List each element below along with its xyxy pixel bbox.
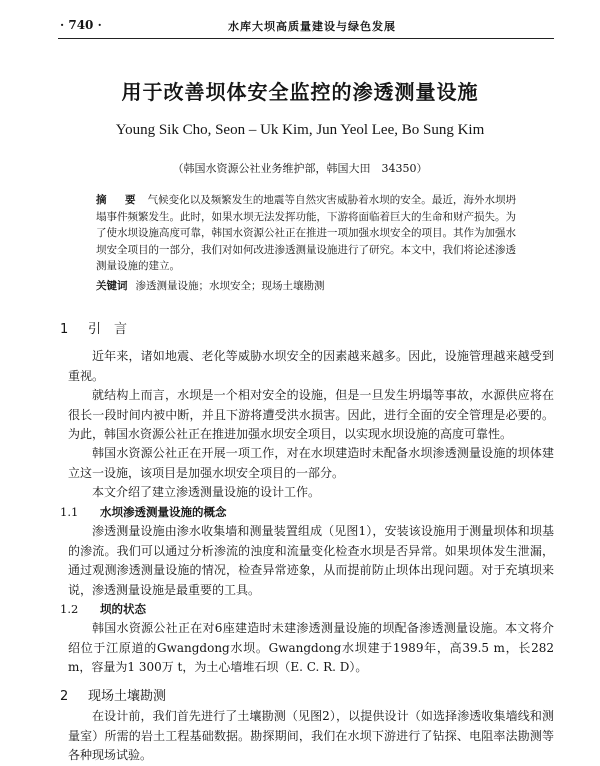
paragraph: 近年来，诸如地震、老化等威胁水坝安全的因素越来越多。因此，设施管理越来越受到重视。 — [68, 349, 554, 383]
paragraph: 在设计前，我们首先进行了土壤勘测（见图2），以提供设计（如选择渗透收集墙线和测量室）所需的岩土工程基础数据。勘探期间，我们在水坝下游进行了钻探、电阻率法勘测等各种现场试验。 — [68, 709, 554, 762]
keywords-text: 渗透测量设施；水坝安全；现场土壤勘测 — [135, 280, 325, 292]
subsection-title: 水坝渗透测量设施的概念 — [100, 505, 227, 519]
section-heading-survey — [60, 685, 166, 704]
abstract — [96, 192, 516, 275]
keywords-label: 关键词 — [96, 280, 128, 292]
section-title: 引 言 — [88, 322, 128, 337]
paragraph: 韩国水资源公社正在开展一项工作，对在水坝建造时未配备水坝渗透测量设施的坝体建立这一设施，该项目是加强水坝安全项目的一部分。 — [68, 446, 554, 480]
section-title: 现场土壤勘测 — [88, 689, 167, 704]
section-number: 2 — [60, 689, 69, 704]
page-number: · 740 · — [60, 18, 102, 32]
section-heading-intro — [60, 318, 127, 337]
subsection-heading — [60, 504, 227, 520]
subsection-heading — [60, 601, 146, 617]
paragraph: 本文介绍了建立渗透测量设施的设计工作。 — [92, 485, 321, 499]
subsection-number: 1.1 — [60, 505, 79, 519]
author-list: Young Sik Cho, Seon – Uk Kim, Jun Yeol Lee, Bo Sung Kim — [115, 122, 485, 138]
running-header — [60, 18, 554, 36]
header-rule — [58, 38, 554, 39]
affiliation: （韩国水资源公社业务维护部，韩国大田 34350） — [172, 162, 428, 175]
abstract-label: 摘 要 — [96, 194, 140, 206]
section-number: 1 — [60, 322, 69, 337]
journal-title: 水库大坝高质量建设与绿色发展 — [228, 20, 396, 33]
paper-title: 用于改善坝体安全监控的渗透测量设施 — [121, 80, 479, 104]
keywords — [96, 278, 516, 294]
subsection-title: 坝的状态 — [100, 602, 146, 616]
paragraph: 渗透测量设施由渗水收集墙和测量装置组成（见图1），安装该设施用于测量坝体和坝基的渗流。我们可以通过分析渗流的浊度和流量变化检查水坝是否异常。如果坝体发生泄漏，通过观测渗透测量设施的情况，检查异常迹象，从而提前防止坝体出现问题。对于充填坝来说，渗透测量设施是最重要的工具。 — [68, 524, 554, 597]
paragraph: 韩国水资源公社正在对6座建造时未建渗透测量设施的坝配备渗透测量设施。本文将介绍位于江原道的Gwangdong水坝。Gwangdong水坝建于1989年，高39.5 m，长282 m，容量为1 300万 t，为土心墙堆石坝（E. C. R. D）。 — [68, 621, 554, 674]
abstract-text: 气候变化以及频繁发生的地震等自然灾害威胁着水坝的安全。最近，海外水坝坍塌事件频繁发生。此时，如果水坝无法发挥功能，下游将面临着巨大的生命和财产损失。为了使水坝设施高度可靠，韩国水资源公社正在推进一项加强水坝安全的项目。其作为加强水坝安全项目的一部分，我们对如何改进渗透测量设施进行了研究。本文中，我们将论述渗透测量设施的建立。 — [96, 194, 517, 272]
paragraph: 就结构上而言，水坝是一个相对安全的设施，但是一旦发生坍塌等事故，水源供应将在很长一段时间内被中断，并且下游将遭受洪水损害。因此，进行全面的安全管理是必要的。为此，韩国水资源公社正在推进加强水坝安全项目，以实现水坝设施的高度可靠性。 — [68, 388, 554, 441]
subsection-number: 1.2 — [60, 602, 79, 616]
